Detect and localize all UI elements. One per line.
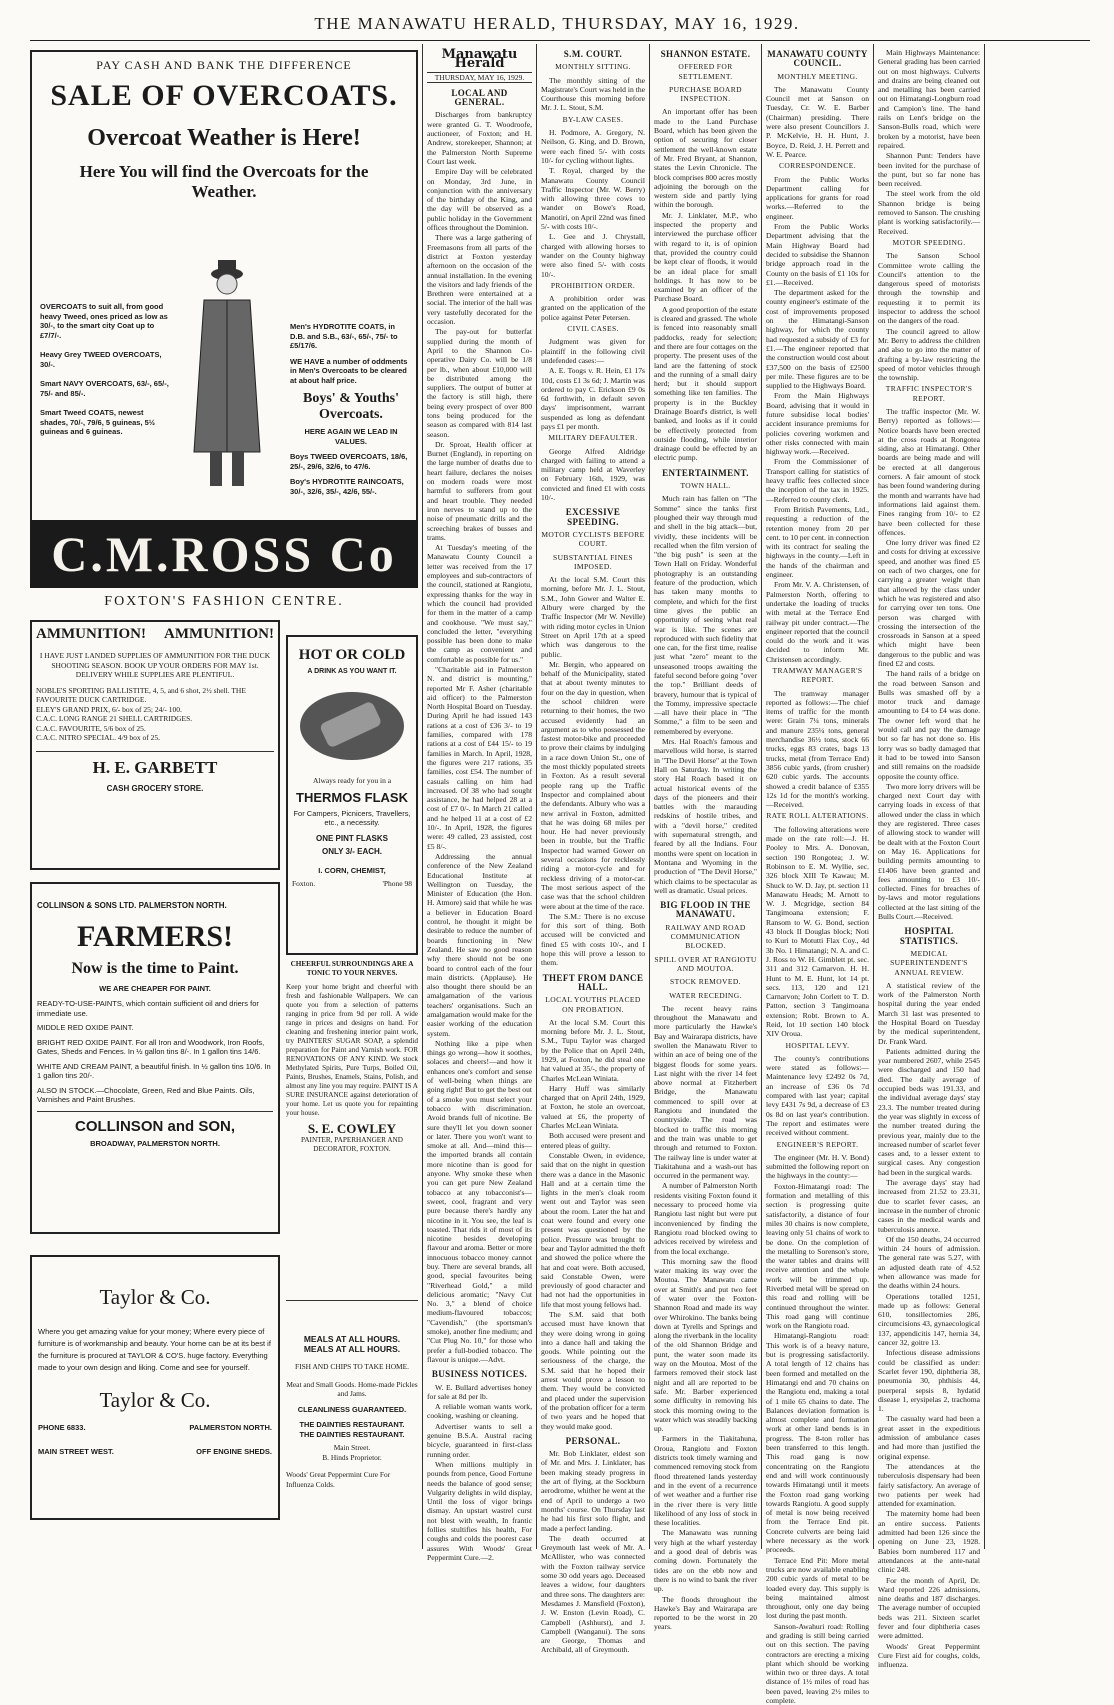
campers-line: For Campers, Picnicers, Travellers, etc., a necessity. (293, 808, 411, 827)
article-paragraph: H. Podmore, A. Gregory, N. Neilson, G. King, and D. Brown, were each fined 5/- with costs 10/- for cycling without lights. (541, 128, 645, 165)
thermos-flask-illustration (292, 681, 412, 771)
article-paragraph: From Mr. V. A. Christensen, of Palmerston North, offering to undertake the loading of trucks with metal at the Terrace End railway pit under contract.—The engineer reported that the council could do the work and it was decided to inform Mr. Christensen accordingly. (766, 580, 869, 664)
boys-tweed: Boys TWEED OVERCOATS, 18/6, 25/-, 29/6, 32/6, to 47/6. (290, 452, 408, 471)
article-paragraph: "Charitable aid in Palmerston N. and district is mounting," reported Mr F. Asher (charitable aid officer) to the Palmerston North Hospital Board on Tuesday. During April he had issued 143 rations at a cost of £36 3/- to 19 families, compared with 178 rations at a cost of £44 15/- to 19 families in March. In April, 1928, the figures were 217 rations, 35 families, cost £54. The number of casuals calling on him had increased. Of 38 who had sought assistance, he had helped 28 at a cost of £7 0/-. In March 21 called and he helped 11 at a cost of £2 10/-. In April, 1928, the figures were: 49 called, 23 assisted, cost £5 8/-. (427, 665, 532, 851)
article-paragraph: The steel work from the old Shannon bridge is being removed to Sanson. The crushing plant is working satisfactorily.—Received. (878, 189, 980, 236)
article-paragraph: Mrs. Hal Roach's famous and marvellous wild horse, is starred in "The Devil Horse" at the Town Hall on Saturday. In writing the story Hal Roach based it on actual historical events of the days of the pioneers and their battles with the marauding redskins of hostile tribes, and with a "devil horse," credited with supernatural strength, and feared by all the Indians. Four months were spent on location in Montana and Wyoming in the production of "The Devil Horse," which claims to be spectacular as well as dramatic. Usual prices. (654, 737, 757, 895)
heavy-grey-tweed: Heavy Grey TWEED OVERCOATS, 30/-. (40, 350, 162, 369)
article-paragraph: The S.M. said that both accused must have known that they were doing wrong in going into a dance hall and taking the goods. While pointing out the seriousness of the charge, the S.M. said that he hoped their arrest would prove a lesson to them. They would be convicted and placed under the supervision of the probation officer for a term of two years and he hoped that they would make good. (541, 1310, 645, 1431)
article-paragraph: At the local S.M. Court this morning before Mr. J. L. Stout, S.M., Tupu Taylor was charged by the Police that on April 24th, 1929, at Foxton, he did steal one hat valued at 35/-, the property of Charles McLean Winiata. (541, 1017, 645, 1083)
speeding-sub-2: SUBSTANTIAL FINES IMPOSED. (553, 552, 633, 571)
cowley-name: S. E. COWLEY (307, 1121, 397, 1136)
cowley-body: Keep your home bright and cheerful with fresh and fashionable Wallpapers. We can quote you from a selection of patterns ranging in price from 9d per roll. A wide range in prices and designs on hand. For cleaning and freshening interior paint work, try PAINTERS' SUGAR SOAP, a splendid preparation for Paint and Varnish work. FOR RENOVATIONS OF ANY KIND. We stock Methylated Spirits, Pure Turps, Boiled Oil, Paints, Brushes, Enamels, Stains, Polish, and almost any line you may require. PAINT IS A SURE INSURANCE against deterioration of your home. Let us quote you for repainting your house. (286, 983, 418, 1117)
flood-sub-3: STOCK REMOVED. (670, 977, 741, 987)
thermos-ad (286, 635, 418, 955)
article-paragraph: Two more lorry drivers will be charged next Court day with carrying loads in excess of that allowed under the class in which they are registered. Three cases of allowing stock to wander will be dealt with at the Foxton Court on May 16. Applications for building permits amounting to £1406 have been granted and fees amounting to £3 10/- collected. Fines for breaches of by-laws and motor regulations collected at the last sitting of the Bulls Court.—Received. (878, 781, 980, 922)
article-paragraph: Constable Owen, in evidence, said that on the night in question there was a dance in the Masonic Hall and at a certain time the lights in the men's cloak room went out and Taylor was seen about the room. Later the hat and coat were found and every one present was questioned by the police. Pressure was brought to bear and Taylor admitted the theft and showed the police where the hat and coat were. Both accused, said Constable Owen, were previously of good character and had not had the opportunities in life that most young fellows had. (541, 1150, 645, 1309)
column-rule (761, 44, 762, 1549)
man-in-overcoat-illustration (172, 252, 282, 492)
column-rule (873, 44, 874, 1549)
column-rule (649, 44, 650, 1549)
hospital-levy-sub: HOSPITAL LEVY. (785, 1040, 850, 1050)
article-paragraph: Empire Day will be celebrated on Monday, 3rd June, in conjunction with the anniversary of the birthday of the King, and the day will be observed as a public holiday in the Government offices throughout the Dominion. (427, 167, 532, 233)
column-rule (984, 44, 985, 1549)
civil-sub: CIVIL CASES. (567, 324, 619, 334)
collinson-name: COLLINSON and SON, (74, 1117, 235, 1135)
article-paragraph: The department asked for the county engineer's estimate of the cost of improvements proposed on the Himatangi-Sanson highway, for which the county had requested a subsidy of £3 for £1.—The engineer reported that the construction would cost about £37,500 on the basis of £2500 per mile. These figures are to be supplied to the Highways Board. (766, 288, 869, 391)
woods-notice: Woods' Great Peppermint Cure For Influenza Colds. (286, 1470, 391, 1489)
article-paragraph: The Sanson School Committee wrote calling the Council's attention to the dangerous speed of motorists through the township and requesting it to permit its inspector to address the school on the dangers of the road. (878, 251, 980, 326)
dainties-name-2: THE DAINTIES RESTAURANT. (299, 1429, 405, 1439)
article-paragraph: Dr. Sproat, Health officer at Burnet (England), in reporting on the large number of deaths due to heart failure, declares the noises on modern roads were most harmful to sufferers from gout and heart trouble. They needed iron nerves to stand up to the noise of pneumatic drills and the screeching brakes of busses and trams. (427, 439, 532, 542)
article-paragraph: There was a large gathering of Freemasons from all parts of the district at Foxton yesterday afternoon on the occasion of the annual installation. In the evening the visitors and lady friends of the Brethren were entertained at a social. The interior of the hall was very tastefully decorated for the occasion. (427, 233, 532, 327)
meat-goods: Meat and Small Goods. Home-made Pickles and Jams. (286, 1379, 418, 1398)
farmers-heading: FARMERS! (76, 920, 234, 953)
values-line: HERE AGAIN WE LEAD IN VALUES. (304, 427, 398, 446)
hospital-stats-sub: MEDICAL SUPERINTENDENT'S ANNUAL REVIEW. (890, 948, 968, 977)
article-paragraph: A. E. Toogs v. R. Hein, £1 17s 10d, costs £1 3s 6d; J. Martin was ordered to pay C. Erickson £9 0s 6d forthwith, in default seven days' imprisonment, warrant suspended as long as defendant pays £1 per month. (541, 366, 645, 431)
shannon-sub-2: PURCHASE BOARD INSPECTION. (669, 84, 742, 104)
county-council-heading: MANAWATU COUNTY COUNCIL. (767, 49, 868, 69)
article-paragraph: One lorry driver was fined £2 and costs for driving at excessive speed, and another was fined £5 on each of two charges, one for carrying a greater weight than that allowed by the class under which he was registered and also for carrying over ten tons. One person was charged with crossing the intersection of the crossroads in Sanson at a speed which might have been dangerous to the public and was fined £2 and costs. (878, 538, 980, 668)
ross-tagline: FOXTON'S FASHION CENTRE. (104, 594, 344, 609)
cheaper-for-paint: WE ARE CHEAPER FOR PAINT. (99, 984, 211, 993)
article-paragraph: Mr. Bergin, who appeared on behalf of the Municipality, stated that at about twenty minutes to four on the day in question, when the school children were returning to their homes, the two accused evidently had an argument as to who possessed the fastest motor-bike and proceeded to prove their claims by indulging in a race down Union St., one of the most thickly populated streets in Foxton. As a result several people rang up the Traffic Inspector and complained about the defendants. Albury who was a new arrival in Foxton, admitted that he was doing 68 miles per hour. He had never previously been in trouble, but the Traffic Inspector had warned Gower on several occasions for recklessly riding a motor-cycle and for reckless driving of a motor-car. The most serious aspect of the case was that the school children were about at the time of the race. (541, 659, 645, 911)
column-4 (541, 44, 645, 1655)
article-paragraph: Farmers in the Tiakitahuna, Oroua, Rangiotu and Foxton districts took timely warning and commenced removing stock from flood threatened lands yesterday and in the event of a recurrence of wet weather and a further rise in the river there is very little likelihood of any loss of stock in these localities. (654, 1434, 757, 1528)
column-3 (427, 44, 532, 1562)
ammo-line: C.A.C. FAVOURITE, 5/6 box of 25. (36, 723, 146, 733)
paint-line: BRIGHT RED OXIDE PAINT. For all Iron and Woodwork, Iron Roofs, Gates, Sheds and Fences. In ½ gallon tins 8/-. In 1 gallon tins 14/6. (37, 1037, 265, 1056)
article-paragraph: From British Pavements, Ltd., requesting a reduction of the retention money from 20 per cent. to 10 per cent. in connection with its contract for sealing the highways in the county.—Left in the hands of the chairman and engineer. (766, 504, 869, 580)
tramway-sub: TRAMWAY MANAGER'S REPORT. (772, 666, 863, 685)
pint-flasks: ONE PINT FLASKS (315, 833, 388, 843)
ammunition-ad (30, 620, 280, 870)
flood-sub-4: WATER RECEDING. (669, 990, 742, 1000)
fish-and-chips: FISH AND CHIPS TO TAKE HOME. (295, 1362, 409, 1371)
chemist-place: Foxton. (292, 878, 316, 888)
article-paragraph: This morning saw the flood water making its way over the Moutoa. The Manawatu came over at Smith's and put two feet of water over the Foxton-Shannon Road and made its way over Whirokino. The banks being down at Tyrells and Springs and along the riverbank in the locality of the old Shannon Bridge and punt, the water soon made its way on the Moutoa. Most of the farmers removed their stock last night and all are reported to be safe. Mr. Barber experienced some difficulty in removing his stock this morning owing to the water which was steadily backing up. (654, 1256, 757, 1434)
oddments: WE HAVE a number of oddments in Men's Overcoats to be cleared at about half price. (290, 356, 408, 385)
article-paragraph: Main Highways Maintenance: General grading has been carried out on most highways. Culverts and drains are being cleaned out and metalling has been carried out on Himatangi-Longburn road and Campion's line. The hand rails on Lent's bridge on the Sanson-Bulls road, which were broken by a motorist, have been repaired. (878, 48, 980, 150)
newspaper-flag: Manawatu Herald (441, 47, 518, 72)
traffic-inspector-sub: TRAFFIC INSPECTOR'S REPORT. (885, 384, 973, 403)
column-6 (766, 44, 869, 1705)
engineers-report-sub: ENGINEER'S REPORT. (776, 1139, 859, 1149)
article-paragraph: Much rain has fallen on "The Somme" since the tanks first ploughed their way through mud and shell in the big attack—but, vividly, these incidents will be recalled when the film version of "the big push" is seen at the Town Hall on Friday. Wonderful photography is an outstanding feature of the production, which has taken many months to complete, and which for the first time gives the public an opportunity of seeing what real war is like. The scenes are reproduced with such fidelity that one can, for the first time, realise just what "zero" meant to the unseasoned troops awaiting the fateful second before going "over the top." Brilliant deeds of bravery, humour that is typical of the Tommy, impressive spectacle—all have their place in "The Somme," a film to be seen and remembered by everyone. (654, 494, 757, 736)
taylor-body: Where you get amazing value for your money; Where every piece of furniture is of workmanship and beauty. Your home can be at its best if the furniture is procured at TAYLOR & CO'S. huge factory. Everything made to your own design and liking. Come and see for yourself. (38, 1327, 271, 1372)
speeding-sub: MOTOR CYCLISTS BEFORE COURT. (541, 529, 645, 549)
article-paragraph: The hand rails of a bridge on the road between Sanson and Bulls was smashed off by a motor truck and damage amounting to £4 to £4 was done. The owner left word that he would call and pay the damage but so far has not done so. His lorry was so badly damaged that it had to be towed into Sanson and still remains on the roadside opposite the county office. (878, 669, 980, 781)
meals-line-2: MEALS AT ALL HOURS. (303, 1343, 401, 1354)
corn-chemist: I. CORN, CHEMIST, (318, 865, 386, 875)
taylor-phone: PHONE 6833. (38, 1423, 86, 1432)
masthead: THE MANAWATU HERALD, THURSDAY, MAY 16, 1929. (314, 14, 800, 33)
collinson-ad (30, 882, 280, 1234)
article-paragraph: The casualty ward had been a great asset in the expeditious admission of ambulance cases and had more than justified the original expense. (878, 1414, 980, 1461)
article-paragraph: The pay-out for butterfat supplied during the month of April to the Shannon Co-operative Dairy Co. will be 1/8 per lb., when about £10,000 will be distributed among the suppliers. The output of butter at the factory is still high, there being every prospect of over 800 tons being produced for the season as compared with 814 last season. (427, 327, 532, 439)
article-paragraph: The maternity home had been an entire success. Patients admitted had been 126 since the opening on June 23, 1928. Babies born numbered 117 and attendances at the ante-natal clinic 248. (878, 1509, 980, 1575)
smart-navy: Smart NAVY OVERCOATS, 63/-, 65/-, 75/- and 85/-. (40, 379, 169, 398)
paint-line: MIDDLE RED OXIDE PAINT. (37, 1023, 134, 1032)
collinson-address: BROADWAY, PALMERSTON NORTH. (90, 1138, 220, 1148)
weather-heading: Overcoat Weather is Here! (87, 125, 361, 151)
boys-hydrotite: Boy's HYDROTITE RAINCOATS, 30/-, 32/6, 35/-, 42/6, 55/-. (290, 477, 404, 496)
article-paragraph: Harry Huff was similarly charged that on April 24th, 1929, at Foxton, he stole an overcoat, valued at £6, the property of Charles McLean Winiata. (541, 1083, 645, 1131)
article-paragraph: The county's contributions were stated as follows:—Maintenance levy £2492 0s 7d, an increase of £36 0s 7d compared with last year; capital levy £431 7s 9d, a decrease of £3 0s 8d on last year's contribution. The report and estimates were received without comment. (766, 1053, 869, 1138)
article-paragraph: Mr. Bob Linklater, eldest son of Mr. and Mrs. J. Linklater, has been making steady progress in the art of flying, at the Sockburn aerodrome, whither he went at the end of April to undergo a two months' course. On Thursday last he had his first solo flight, and made a perfect landing. (541, 1449, 645, 1533)
taylor-city: PALMERSTON NORTH. (189, 1423, 272, 1432)
ammo-line: C.A.C. NITRO SPECIAL. 4/9 box of 25. (36, 733, 160, 742)
article-paragraph: Discharges from bankruptcy were granted G. T. Woodroofe, auctioneer, of Foxton; and H. Andrew, storekeeper, Shannon; at the Palmerston North Supreme Court last week. (427, 110, 532, 166)
collinson-top: COLLINSON & SONS LTD. PALMERSTON NORTH. (37, 901, 227, 910)
speeding-heading: EXCESSIVE SPEEDING. (565, 507, 621, 527)
article-paragraph: A statistical review of the work of the Palmerston North hospital during the year ended March 31 last was presented to the Hospital Board on Tuesday by the medical superintendent, Dr. Frank Ward. (878, 980, 980, 1046)
cowley-ad (286, 960, 418, 1290)
smart-tweed: Smart Tweed COATS, newest shades, 70/-, 79/6, 5 guineas, 5½ guineas and 6 guineas. (40, 408, 156, 436)
article-paragraph: The S.M.: There is no excuse for this sort of thing. Both accused will be convicted and fined £5 with costs 10/-, and I hope this will prove a lesson to them. (541, 911, 645, 968)
article-paragraph: Himatangi-Rangiotu road: This work is of a heavy nature, but is progressing satisfactorily. A total length of 12 chains has been formed and metalled on the Himatangi end and 70 chains on the Rangiotu end, making a total of 1 mile 65 chains to date. The Balances deviation formation is almost complete and formation work at other land bends is in progress. The 8-ton roller has been transferred to this length. This road gang is now concentrating on the Rangiotu end and will work continuously towards Himatangi until it meets the Foxton road gang working towards Rangiotu. A good supply of metal is now being received from the Terrace End pit. Concrete culverts are being laid where necessary as the work proceeds. (766, 1331, 869, 1555)
article-paragraph: L. Gee and J. Chrystall, charged with allowing horses to wander on the County highway were also fined 5/- with costs 10/-. (541, 232, 645, 279)
article-paragraph: The recent heavy rains throughout the Manawatu and more particularly the Hawke's Bay and Wairarapa districts, have swollen the Manawatu River to within an ace of being one of the biggest floods for some years. Last night with the river 14 feet above normal at Fitzherbert Bridge, the Manawatu commenced to spill over at Rangiotu and inundated the countryside. The road was blocked to traffic this morning and the train was unable to get through and returned to Foxton. The railway line is under water at Tiakitahuna and a wash-out has occurred in the permanent way. (654, 1003, 757, 1181)
military-sub: MILITARY DEFAULTER. (548, 433, 638, 443)
article-paragraph: From the Main Highways Board, advising that it would in future subsidise local bodies' accident insurance premiums for policies covering workmen and other risks connected with main highway work.—Received. (766, 391, 869, 457)
article-paragraph: A prohibition order was granted on the application of the police against Peter Petersen. (541, 294, 645, 322)
article-paragraph: Infectious disease admissions could be classified as under: Scarlet fever 190, diphtheria 38, pneumonia 30, phthisis 44, puerperal sepsis 8, hydatid disease 1, erysipelas 2, trachoma 1. (878, 1348, 980, 1414)
chemist-phone: 'Phone 98 (382, 878, 412, 888)
shannon-estate-heading: SHANNON ESTATE. (660, 49, 751, 59)
article-paragraph: Both accused were present and entered pleas of guilty. (541, 1131, 645, 1150)
article-paragraph: The tramway manager reported as follows:—The chief items of traffic for the month were: Grain 7¼ tons, minerals and manure 235¼ tons, general merchandise 36½ tons, stock 66 trucks, eggs 83 crates, bags 13 trucks, metal (from Terrace End) 3856 cubic yards, (from crusher) 620 cubic yards. The accounts showed a credit balance of £355 12s 1d for the month's working.—Received. (766, 688, 869, 810)
article-paragraph: The Manawatu was running very high at the wharf yesterday and a good deal of debris was coming down. Fortunately the tides are on the ebb now and there is no wind to bank the river up. (654, 1528, 757, 1594)
article-paragraph: Addressing the annual conference of the New Zealand Educational Institute at Wellington on Tuesday, the Minister of Education (the Hon. H. Atmore) said that while he was a believer in Education Board control, he thought it might be desirable to reduce the number of boards functioning in New Zealand. He saw no good reason why there should not be one board to control each of the four main districts. (Applause). He also thought there should be an amalgamation of the various teachers' organisations. Such an amalgamation would make for the easier working of the education system. (427, 851, 532, 1038)
bylaw-sub: BY-LAW CASES. (562, 114, 624, 124)
garbett-store: CASH GROCERY STORE. (106, 783, 204, 793)
article-paragraph: Sanson-Awahuri road: Rolling and grading is still being carried out on this section. The paving contractors are erecting a mixing plant which should be working within two or three days. A total distance of 1½ miles of road has been paved, leaving 2½ miles to complete. (766, 1621, 869, 1705)
taylor-street: MAIN STREET WEST. (38, 1446, 114, 1456)
ammo-line: ELEY'S GRAND PRIX, 6/- box of 25; 24/- 100. (36, 704, 182, 714)
rate-roll-sub: RATE ROLL ALTERATIONS. (766, 811, 869, 821)
theft-sub: LOCAL YOUTHS PLACED ON PROBATION. (545, 995, 641, 1014)
dainties-hinds: B. Hinds Proprietor. (322, 1452, 382, 1462)
find-heading: Here You will find the Overcoats for the Weather. (79, 162, 369, 201)
hospital-stats-heading: HOSPITAL STATISTICS. (899, 926, 959, 946)
prohibition-sub: PROHIBITION ORDER. (550, 280, 636, 290)
overcoats-right-text (290, 322, 412, 496)
flood-heading: BIG FLOOD IN THE MANAWATU. (660, 900, 751, 920)
article-paragraph: The monthly sitting of the Magistrate's Court was held in the Courthouse this morning before Mr. J. L. Stout, S.M. (541, 75, 645, 113)
article-paragraph: Shannon Punt: Tenders have been invited for the purchase of the punt, but so far none has been received. (878, 151, 980, 189)
article-paragraph: A number of Palmerston North residents visiting Foxton found it necessary to proceed home via Rangiotu last night but were put inconvenienced by finding the Rangiotu road blocked owing to advices received by wireless and from the local exchange. (654, 1181, 757, 1256)
cheerful-heading: CHEERFUL SURROUNDINGS ARE A TONIC TO YOUR NERVES. (290, 960, 414, 977)
paint-line: ALSO IN STOCK.—Chocolate, Green, Red and Blue Paints. Oils, Varnishes and Paint Brushes. (37, 1085, 255, 1104)
masthead-rule (30, 40, 1090, 41)
entertainment-heading: ENTERTAINMENT. (662, 467, 749, 478)
article-paragraph: For the month of April, Dr. Ward reported 226 admissions, nine deaths and 187 discharges. The average number of occupied beds was 211. Sixteen scarlet fever and four diphtheria cases were admitted. (878, 1575, 980, 1641)
article-paragraph: The attendances at the tuberculosis dispensary had been fairly satisfactory. An average of two patients per week had attended for examination. (878, 1461, 980, 1509)
sale-heading: SALE OF OVERCOATS. (50, 79, 398, 112)
pay-cash-line: PAY CASH AND BANK THE DIFFERENCE (96, 58, 352, 72)
article-paragraph: From the Public Works Department calling for applications for grants for road works.—Referred to the engineer. (766, 174, 869, 221)
ammunition-title-left: AMMUNITION! (36, 626, 146, 642)
monthly-meeting-sub: MONTHLY MEETING. (777, 71, 858, 81)
hydrotite-coats: Men's HYDROTITE COATS, in D.B. and S.B., 63/-, 65/-, 75/- to £5/17/6. (290, 322, 398, 350)
article-paragraph: The council agreed to allow Mr. Berry to address the children and also to go into the matter of drafting a by-law restricting the speed of motor vehicles through the township. (878, 326, 980, 383)
article-paragraph: The floods throughout the Hawke's Bay and Wairarapa are reported to be the worst in 20 years. (654, 1594, 757, 1632)
article-paragraph: At the local S.M. Court this morning, before Mr. J. L. Stout, S.M., John Gower and Walter E. Albury were charged by the Traffic Inspector (Mr W. Neville) with riding motor cycles in Union Street on April 17th at a speed which was dangerous to the public. (541, 575, 645, 659)
c-m-ross-logo (30, 520, 418, 588)
article-paragraph: When millions multiply in pounds from pence, Good Fortune needs the balance of good sense; Vulgarity delights in wild display, Until the loss of vigor brings dismay. An upstart wastrel curst not blest with wealth, In frantic follies stultifies his health, For coughs and colds the poorest case assures With Woods' Great Peppermint Cure.—2. (427, 1459, 532, 1562)
article-paragraph: Mr. J. Linklater, M.P., who inspected the property and interviewed the purchase officer with regard to it, is of opinion that, provided the country could be kept clear of floods, it would be an ideal place for small holdings. It has now to be examined by an officer of the Purchase Board. (654, 210, 757, 304)
correspondence-sub: CORRESPONDENCE. (778, 161, 857, 171)
article-paragraph: Judgment was given for plaintiff in the following civil undefended cases:— (541, 337, 645, 365)
ammo-line: NOBLE'S SPORTING BALLISTITE, 4, 5, and 6 shot, 2½ shell. THE FAVOURITE DUCK CARTRIDGE. (36, 685, 246, 704)
column-rule (536, 44, 537, 1549)
always-ready: Always ready for you in a (312, 776, 392, 785)
hot-or-cold: HOT OR COLD (298, 647, 406, 663)
boys-youths-overcoats: Boys' & Youths' Overcoats. (303, 391, 399, 422)
article-paragraph: Operations totalled 1251, made up as follows: General 610, tonsillectomies 286, circumcisions 43, gynaecological 137, appendicitis 147, hernia 34, cancer 32, goitre 13. (878, 1291, 980, 1348)
town-hall-sub: TOWN HALL. (680, 481, 731, 491)
paint-line: WHITE AND CREAM PAINT, a beautiful finish. In ½ gallon tins 10/6. In 1 gallon tins 20/-. (37, 1061, 271, 1080)
article-paragraph: A good proportion of the estate is cleared and grassed. The whole is fenced into reasonably small paddocks, ready for selection; and there are four cottages on the property. The present uses of the land are the fattening of stock and the running of a small dairy herd; but it should support something like ten families. The property is in the Buckley Drainage Board's district, is well banked, and looks as if it could be effectively protected from outside flooding, while interior drainage could be effected by an electric pump. (654, 304, 757, 463)
dainties-ad (286, 1300, 418, 1551)
overcoats-left-text (40, 302, 170, 437)
ammo-line: C.A.C. LONG RANGE 21 SHELL CARTRIDGES. (36, 714, 193, 723)
article-paragraph: The following alterations were made on the rate roll:—J. H. Pooley to Mrs. A. Donovan, section 190 Rongotea; J. W. Robinson to E. M. Wyllie, sec. 326 block XIII Te Kawau; M. Shuck to W. D. Jay, pt. section 11 Manawatu Heads; M. Arnott to W. J. Mcgridge, section 84 Tangimoana extension; F. Ransom to W. G. Bond, section 43 block II Douglas block; Noti to Kuri to Motutti Flax Coy., 4d 3b No. 1 Himatangi; N. A. and C. J. Ross to W. H. Gimblett pt. sec. 311 and 312 Carnarvon. H. H. Hunt to M. E. Hunt, lot 14 pt. secs. 113, 120 and 121 Carnarvon; John Corlett to T. D. Patton, section 3 Tangimoana extension; Robt. Brown to A. Reid, lot 10 section 140 block XIV Oroua. (766, 824, 869, 1039)
article-paragraph: From the Public Works Department advising that the Main Highway Board had decided to subsidise the Shannon bridge approach road in the County on the basis of £1 10s for £1.—Received. (766, 222, 869, 287)
motor-speeding-sub: MOTOR SPEEDING. (892, 237, 966, 247)
overcoats-to-suit-all: OVERCOATS to suit all, from good heavy Tweed, ones priced as low as 30/-, to the smart city Coat up to £7/7/-. (40, 302, 168, 340)
article-paragraph: Nothing like a pipe when things go wrong—how it soothes, solaces and cheers!—and how it enhances one's comfort and sense of well-being when things are going right! But to get the best out of a smoke you must select your tobacco with discrimination. Avoid brands full of nicotine. Be sure they'll let you down sooner or later. There you won't want to smoke at all. And—mind this—the imported brands all contain more nicotine than is good for anyone. Why smoke these when you can get pure New Zealand tobacco at any tobacconist's—sweet, cool, fragrant and very pure because there's hardly any nicotine in it. You see, the leaf is toasted. That rids it of most of its nicotine besides developing flavour and aroma. Better or more innocuous tobacco money cannot buy. There are several brands, all good, special favourites being "Riverhead Gold," a mild delicious aromatic; "Navy Cut No. 3," a blend of choice medium-flavoured tobaccos; "Cavendish," (the sportsman's smoke), another fine medium; and "Cut Plug No. 10," for those who prefer a full-bodied tobacco. The flavour is unique.—Advt. (427, 1038, 532, 1364)
taylor-sheds: OFF ENGINE SHEDS. (196, 1446, 272, 1456)
article-paragraph: The average days' stay had increased from 21.52 to 23.31, due to scarlet fever cases, an increase in the number of chronic cases in the medical wards and tuberculosis annexe. (878, 1178, 980, 1234)
taylor-ad (30, 1255, 280, 1520)
business-notices-heading: BUSINESS NOTICES. (431, 1369, 528, 1380)
issue-date: THURSDAY, MAY 16, 1929. (427, 72, 532, 83)
taylor-name-bottom: Taylor & Co. (99, 1388, 211, 1412)
personal-heading: PERSONAL. (565, 1435, 621, 1446)
ross-name: C.M.ROSS Co (51, 526, 397, 582)
garbett-name: H. E. GARBETT (92, 757, 218, 777)
column-rule (422, 44, 423, 1549)
article-paragraph: T. Royal, charged by the Manawatu County Council Traffic Inspector (Mr. W. Berry) with allowing three cows to wander on Bowe's Road, Manotiri, on April 22nd was fined 5/- with costs 10/-. (541, 166, 645, 232)
cleanliness: CLEANLINESS GUARANTEED. (297, 1404, 407, 1414)
flood-sub: RAILWAY AND ROAD COMMUNICATION BLOCKED. (665, 922, 746, 951)
article-paragraph: Advertiser wants to sell a genuine B.S.A. Austral racing bicycle, guaranteed in first-class running order. (427, 1421, 532, 1459)
article-paragraph: Foxton-Himatangi road: The formation and metalling of this section is progressing quite satisfactorily, a distance of four miles 30 chains is now complete, leaving only 51 chains of work to be done. On the completion of the metalling to Sorenson's store, the water tables and drains will receive attention and the whole work will be trimmed up. Riverbed metal will be spread on this road and rolling will be continued throughout the winter. This road gang will continue work on the Rangiotu road. (766, 1181, 869, 1331)
column-5 (654, 44, 757, 1632)
article-paragraph: Woods' Great Peppermint Cure First aid for coughs, colds, influenza. (878, 1641, 980, 1670)
time-to-paint: Now is the time to Paint. (71, 960, 239, 977)
dainties-main: Main Street. (333, 1443, 371, 1452)
article-paragraph: A reliable woman wants work, cooking, washing or cleaning. (427, 1402, 532, 1421)
taylor-name-top: Taylor & Co. (99, 1285, 211, 1309)
ammunition-title-right: AMMUNITION! (164, 626, 274, 642)
overcoats-ad (30, 50, 418, 570)
article-paragraph: Of the 150 deaths, 24 occurred within 24 hours of admission. The general rate was 5.27, with an adjusted death rate of 4.52 when allowance was made for the deaths within 24 hours. (878, 1234, 980, 1291)
sm-court-sub: MONTHLY SITTING. (555, 62, 631, 72)
article-paragraph: The death occurred at Greymouth last week of Mr. A. McAllister, who was connected with the Foxton railway service some 30 odd years ago. Deceased leaves a widow, four daughters and three sons. The daughters are: Mesdames J. Mansfield (Foxton), J. W. Enston (Levin Road), C. Campbell (Ashhurst), and J. Campbell (Wanganui). The sons are George, Thomas and Archibald, all of Greymouth. (541, 1533, 645, 1655)
cowley-trade: PAINTER, PAPERHANGER AND DECORATOR, FOXTON. (301, 1136, 403, 1153)
sm-court-heading: S.M. COURT. (563, 49, 623, 59)
meals-line: MEALS AT ALL HOURS. (303, 1334, 401, 1344)
ammunition-body: I HAVE JUST LANDED SUPPLIES OF AMMUNITION FOR THE DUCK SHOOTING SEASON. BOOK UP YOUR ORDERS FOR MAY 1st. DELIVERY WHILE SUPPLIES ARE PLENTIFUL. (39, 651, 271, 679)
shannon-sub: OFFERED FOR SETTLEMENT. (678, 62, 733, 81)
article-paragraph: An important offer has been made to the Land Purchase Board, which has been given the option of securing for closer settlement the well-known estate of Mr. Fred Bryant, at Shannon, states the Levin Chronicle. The block comprises 800 acres mostly adjoining the borough on the western side and partly lying within the borough. (654, 107, 757, 210)
paint-line: READY-TO-USE-PAINTS, which contain sufficient oil and driers for immediate use. (37, 999, 259, 1018)
article-paragraph: W. E. Bullard advertises honey for sale at 8d per lb. (427, 1382, 532, 1401)
article-paragraph: Terrace End Pit: More metal trucks are now available enabling 200 cubic yards of metal to be loaded every day. This supply is being maintained almost throughout, only one day being lost during the past month. (766, 1555, 869, 1621)
article-paragraph: The traffic inspector (Mr. W. Berry) reported as follows:—Notice boards have been erected at the cross roads at Rongotea siding, also at Himatangi. Other boards are being made and will be erected at all dangerous corners. A fair amount of stock has been found wandering during the month and warrants have had informations laid against them. Fines ranging from 10/- to £2 have been collected for these offences. (878, 406, 980, 537)
column-7 (878, 44, 980, 1670)
dainties-name: THE DAINTIES RESTAURANT. (299, 1420, 405, 1429)
article-paragraph: George Alfred Aldridge charged with failing to attend a military camp held at Waverley on February 16th, 1929, was convicted and fined £1 with costs 10/-. (541, 446, 645, 503)
drink-tag: A DRINK AS YOU WANT IT. (307, 668, 397, 675)
flood-sub-2: SPILL OVER AT RANGIOTU AND MOUTOA. (654, 954, 757, 973)
article-paragraph: The engineer (Mr. H. V. Bond) submitted the following report on the highways in the county:— (766, 1152, 869, 1181)
thermos-flask: THERMOS FLASK (296, 789, 408, 805)
article-paragraph: The Manawatu County Council met at Sanson on Tuesday, Cr. W. E. Barber (Chairman) presiding. There were also present Councillors J. P. McKelvie, H. H. Hunt, J. Boyce, D. Reid, J. H. Perrett and W. E. Pearce. (766, 84, 869, 159)
only-price: ONLY 3/- EACH. (321, 846, 382, 856)
article-paragraph: From the Commissioner of Transport calling for statistics of heavy traffic fees collected since the inception of the tax in 1925.—Referred to county clerk. (766, 457, 869, 504)
article-paragraph: At Tuesday's meeting of the Manawatu County Council a letter was received from the 17 employees and sub-contractors of the council, stationed at Rangiotu, expressing thanks for the way in which the council had provided for them in the matter of a camp and cookhouse. "We must say," concluded the letter, "everything possible has been done to make the camp as convenient and comfortable as possible for us." (427, 543, 532, 664)
article-paragraph: Patients admitted during the year numbered 2607, while 2545 were discharged and 150 had died. The daily average of occupied beds was 191.33, and the individual average days' stay 23.3. The number treated during the year was slightly in excess of the number treated during the previous year, mainly due to the increased number of scarlet fever cases and, to a lesser extent to surgical cases. Any congestion had been in the surgical wards. (878, 1046, 980, 1177)
local-general-heading: LOCAL AND GENERAL. (451, 87, 508, 108)
theft-heading: THEFT FROM DANCE HALL. (542, 972, 644, 992)
